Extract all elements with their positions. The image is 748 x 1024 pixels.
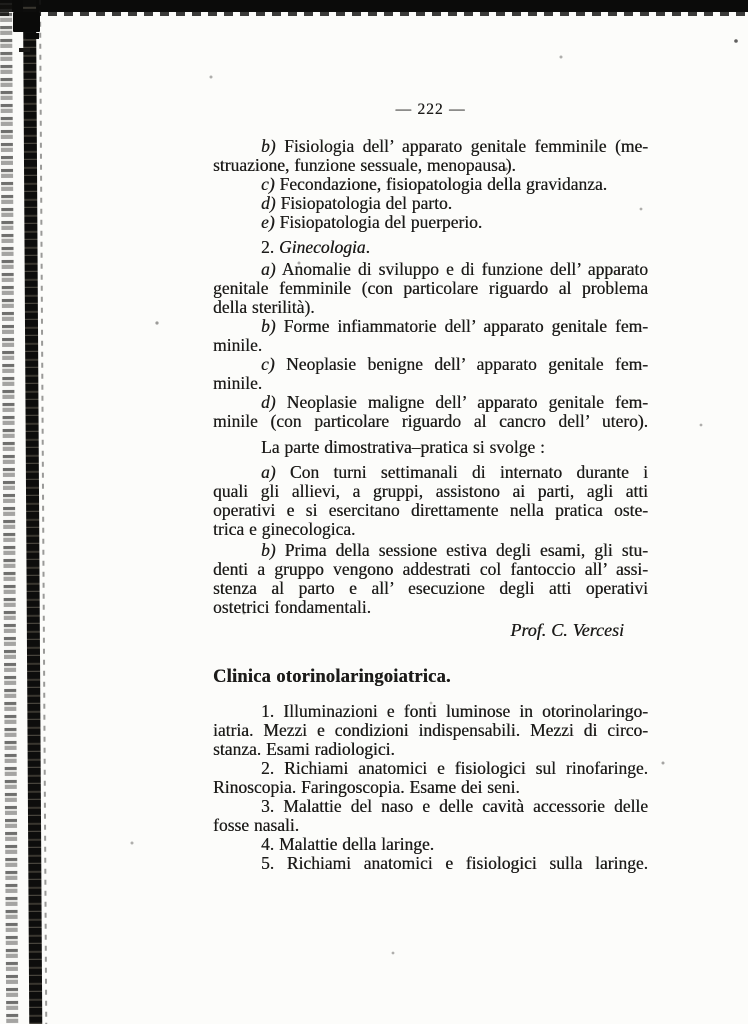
text-line: 5. Richiami anatomici e fisiologici sulla laringe. [261,853,648,873]
text-line: stanza. Esami radiologici. [213,739,395,759]
text-line: operativi e si esercitano direttamente nella pratica oste- [213,500,648,520]
text-line: quali gli allievi, a gruppi, assistono ai parti, agli atti [213,481,648,501]
text-line: b) Prima della sessione estiva degli esami, gli stu- [261,540,648,560]
section-otorinolaringoiatrica-text [213,702,648,873]
text-line: d) Fisiopatologia del parto. [261,193,453,213]
scan-speckles [0,0,2,2]
text-line: trica e ginecologica. [213,519,356,539]
italic-text: a) [261,462,276,482]
text-line: a) Con turni settimanali di internato durante i [261,462,648,482]
paragraph [213,393,648,431]
book-binding-shadow [0,0,54,1024]
text-line: c) Neoplasie benigne dell’ apparato genitale fem- [261,354,648,374]
page-content [213,101,648,873]
text-line: a) Anomalie di sviluppo e di funzione dell’ apparato [261,259,648,279]
italic-text: b) [261,136,276,156]
paragraph [213,702,648,759]
paragraph [213,438,648,457]
italic-text: b) [261,316,276,336]
text-line: La parte dimostrativa–pratica si svolge : [261,437,545,457]
section-ostetricia-text [213,137,648,617]
binding-streaks-outer [0,0,18,1024]
binding-clip-mark [13,12,40,32]
text-line: denti a gruppo vengono addestrati col fantoccio all’ assi- [213,559,648,579]
text-line: ostetrici fondamentali. [213,597,371,617]
italic-text: Ginecologia [279,237,366,257]
section-heading: Clinica otorinolaringoiatrica. [213,667,451,687]
text-line: fosse nasali. [213,815,300,835]
scan-edge-top [0,0,748,12]
paragraph [213,541,648,617]
paragraph [213,175,648,194]
page-number: — 222 — [395,101,466,118]
author-signature: Prof. C. Vercesi [510,620,624,640]
italic-text: c) [261,174,275,194]
paragraph [213,797,648,835]
paragraph [213,835,648,854]
text-line: 1. Illuminazioni e fonti luminose in otorinolaringo- [261,701,648,721]
text-line: iatria. Mezzi e condizioni indispensabili. Mezzi di circo- [213,720,648,740]
paragraph [213,238,648,257]
text-line: Rinoscopia. Faringoscopia. Esame dei seni. [213,777,520,797]
paragraph [213,137,648,175]
text-line: 4. Malattie della laringe. [261,834,435,854]
text-line: 3. Malattie del naso e delle cavità accessorie delle [261,796,648,816]
paragraph [213,194,648,213]
text-line: struazione, funzione sessuale, menopausa). [213,155,516,175]
text-line: minile. [213,335,263,355]
text-line: c) Fecondazione, fisiopatologia della gravidanza. [261,174,608,194]
italic-text: a) [261,259,276,279]
text-line: minile. [213,373,263,393]
text-line: d) Neoplasie maligne dell’ apparato genitale fem- [261,392,648,412]
text-line: b) Fisiologia dell’ apparato genitale femminile (me- [261,136,648,156]
paragraph [213,260,648,317]
italic-text: e) [261,212,275,232]
text-line: stenza al parto e all’ esecuzione degli atti operativi [213,578,648,598]
paragraph [213,355,648,393]
italic-text: d) [261,193,276,213]
paragraph [213,463,648,539]
paragraph [213,213,648,232]
text-line: 2. Richiami anatomici e fisiologici sul rinofaringe. [261,758,648,778]
paragraph [213,317,648,355]
paragraph [213,759,648,797]
text-line: minile (con particolare riguardo al cancro dell’ utero). [213,411,648,431]
paragraph [213,854,648,873]
text-line: genitale femminile (con particolare riguardo al problema [213,278,648,298]
text-line: e) Fisiopatologia del puerperio. [261,212,483,232]
text-line: 2. Ginecologia. [261,237,370,257]
italic-text: b) [261,540,276,560]
italic-text: c) [261,354,275,374]
text-line: della sterilità). [213,297,315,317]
italic-text: d) [261,392,276,412]
text-line: b) Forme infiammatorie dell’ apparato genitale fem- [261,316,648,336]
